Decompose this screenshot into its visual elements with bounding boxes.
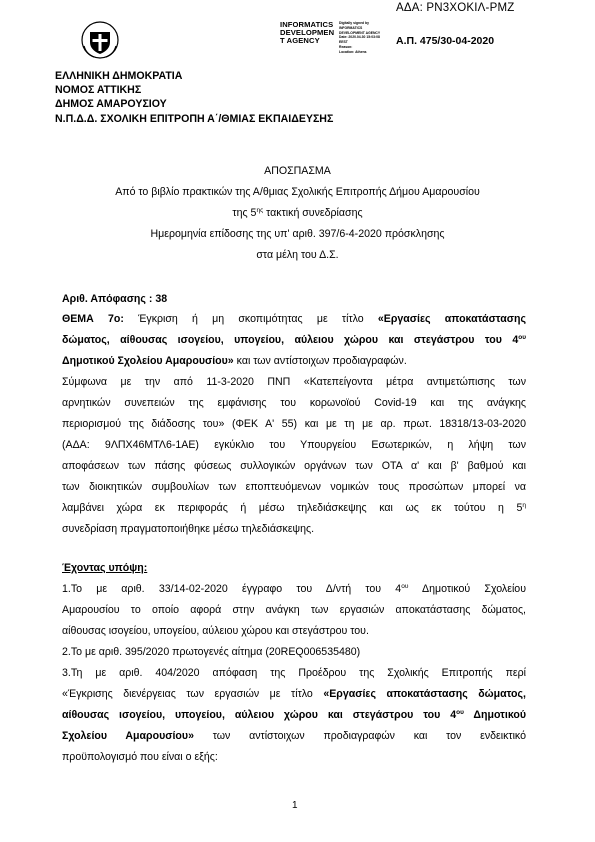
considering-item: 2.Το με αριθ. 395/2020 πρωτογενές αίτημα (20REQ006535480) bbox=[62, 646, 361, 658]
paragraph-line: αρνητικών συνεπειών της εμφάνισης του κορωνοϊού Covid-19 και της ανάγκης bbox=[62, 397, 526, 409]
ada-code: ΑΔΑ: ΡΝ3ΧΟΚΙΛ-ΡΜΖ bbox=[396, 2, 515, 14]
paragraph-line: λαμβάνει χώρα εκ περιφοράς ή μέσω τηλεδιάσκεψης και ως εκ τούτου η $5^\eta$ bbox=[62, 502, 526, 514]
considering-item: «Έγκρισης διενέργειας των εργασιών με τίτλο «Εργασίες αποκατάστασης δώματος, bbox=[62, 688, 526, 700]
considering-item: αίθουσας ισογείου, υπογείου, αύλειου χώρου και στεγάστρου του. bbox=[62, 625, 369, 637]
paragraph-line: περιορισμού της διάδοσης του» (ΦΕΚ Α' 55) και με τη με αρ. πρωτ. 18318/13-03-2020 bbox=[62, 418, 526, 430]
considering-item: προϋπολογισμό που είναι ο εξής: bbox=[62, 751, 218, 763]
authority-header bbox=[55, 69, 333, 126]
page-number: 1 bbox=[292, 800, 298, 811]
header-line: Ν.Π.Δ.Δ. ΣΧΟΛΙΚΗ ΕΠΙΤΡΟΠΗ Α΄/ΘΜΙΑΣ ΕΚΠΑΙΔΕΥΣΗΣ bbox=[55, 112, 334, 125]
considering-heading: Έχοντας υπόψη: bbox=[62, 562, 148, 574]
intro-line: στα μέλη του Δ.Σ. bbox=[256, 249, 339, 261]
paragraph-line: συνεδρίαση πραγματοποιήθηκε μέσω τηλεδιάσκεψης. bbox=[62, 523, 315, 535]
intro-line: Από το βιβλίο πρακτικών της Α/θμιας Σχολικής Επιτροπής Δήμου Αμαρουσίου bbox=[115, 186, 480, 198]
subject-line: ΘΕΜΑ 7ο: Έγκριση ή μη σκοπιμότητας με τίτλο «Εργασίες αποκατάστασης bbox=[62, 313, 526, 325]
paragraph-line: αποφάσεων των πάσης φύσεως συλλογικών οργάνων των ΟΤΑ α' και β' βαθμού και bbox=[62, 460, 526, 472]
considering-item: Αμαρουσίου το οποίο αφορά στην ανάγκη των εργασιών αποκατάστασης δώματος, bbox=[62, 604, 526, 616]
header-line: ΕΛΛΗΝΙΚΗ ΔΗΜΟΚΡΑΤΙΑ bbox=[55, 70, 183, 82]
protocol-number: Α.Π. 475/30-04-2020 bbox=[396, 35, 495, 47]
intro-line: της $5^{\eta\varsigma}$ τακτική συνεδρίασης bbox=[232, 207, 363, 219]
considering-item: 3.Τη με αριθ. 404/2020 απόφαση της Προέδρου της Σχολικής Επιτροπής περί bbox=[62, 667, 526, 679]
document-title: ΑΠΟΣΠΑΣΜΑ bbox=[264, 165, 331, 177]
greek-emblem-icon bbox=[80, 20, 120, 60]
paragraph-line: (ΑΔΑ: 9ΛΠΧ46ΜΤΛ6-1ΑΕ) εγκύκλιο του Υπουργείου Εσωτερικών, η λήψη των bbox=[62, 439, 526, 451]
intro-line: Ημερομηνία επίδοσης της υπ' αριθ. 397/6-4-2020 πρόσκλησης bbox=[150, 228, 445, 240]
stamp-small-text: Digitally signed by INFORMATICS DEVELOPMENT AGENCY Date: 2020.04.30 15:03:08 EEST Reason: Location: Athens bbox=[339, 21, 381, 54]
header-line: ΔΗΜΟΣ ΑΜΑΡΟΥΣΙΟΥ bbox=[55, 98, 167, 111]
header-line: ΝΟΜΟΣ ΑΤΤΙΚΗΣ bbox=[55, 84, 142, 97]
stamp-label: DEVELOPMEN bbox=[280, 28, 335, 37]
subject-line: δώματος, αίθουσας ισογείου, υπογείου, αύλειου χώρου και στεγάστρου του $4^{o\upsilon}$ bbox=[62, 334, 526, 346]
considering-item: αίθουσας ισογείου, υπογείου, αύλειου χώρου και στεγάστρου του $4^{o\upsilon}$ Δημοτικού bbox=[62, 709, 526, 721]
stamp-label: T AGENCY bbox=[280, 36, 320, 45]
paragraph-line: Σύμφωνα με την από 11-3-2020 ΠΝΠ «Κατεπείγοντα μέτρα αντιμετώπισης των bbox=[62, 376, 526, 388]
decision-number: Αριθ. Απόφασης : 38 bbox=[62, 293, 168, 305]
stamp-label: INFORMATICS bbox=[280, 20, 334, 29]
subject-line: Δημοτικού Σχολείου Αμαρουσίου» και των αντίστοιχων προδιαγραφών. bbox=[62, 355, 407, 367]
considering-item: Σχολείου Αμαρουσίου» των αντίστοιχων προδιαγραφών και τον ενδεικτικό bbox=[62, 730, 526, 742]
considering-item: 1.Το με αριθ. 33/14-02-2020 έγγραφο του Δ/ντή του $4^{o\upsilon}$ Δημοτικού Σχολείου bbox=[62, 583, 526, 595]
paragraph-line: των διοικητικών συμβουλίων των εποπτευόμενων νομικών τους προσώπων μπορεί να bbox=[62, 481, 526, 493]
